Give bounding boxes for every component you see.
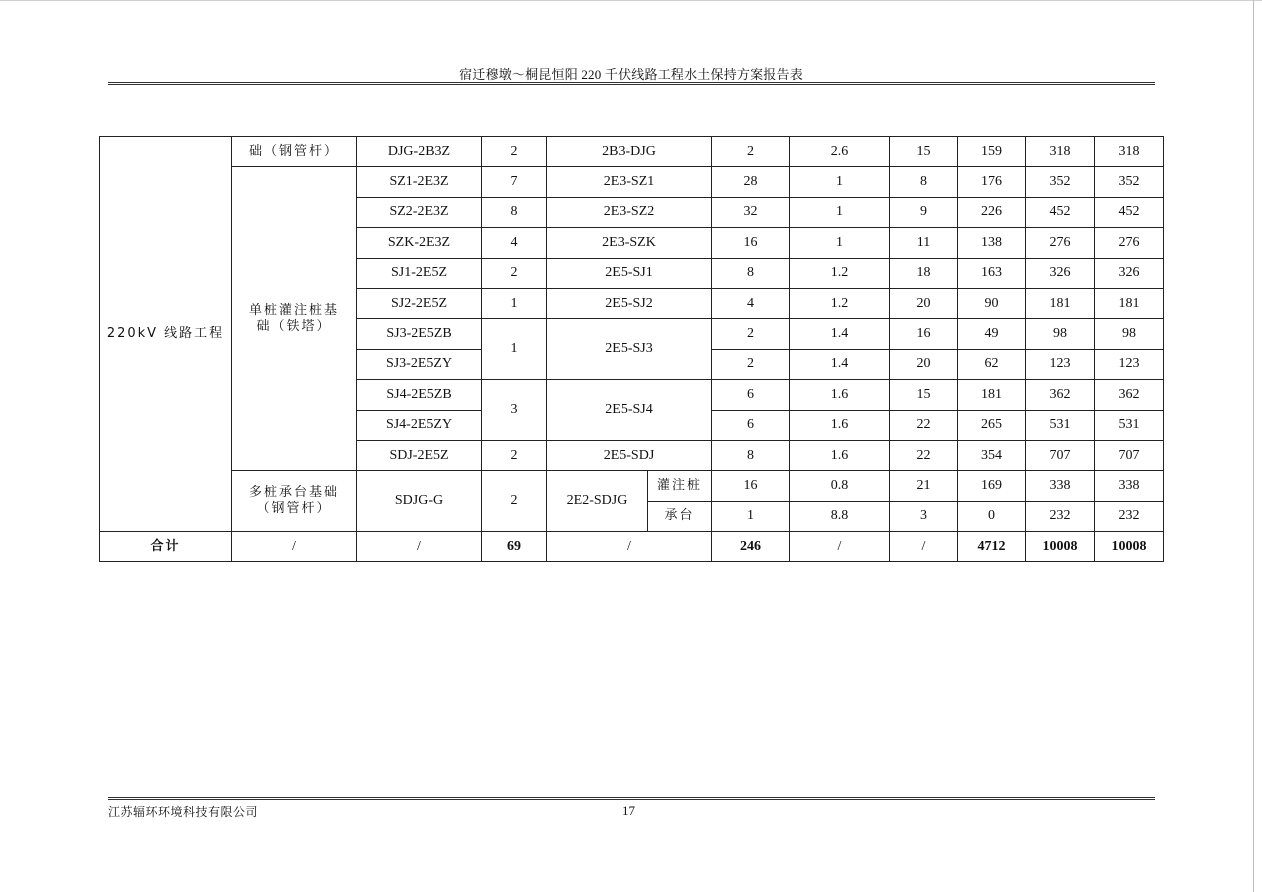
value-cell: 138 xyxy=(958,228,1026,258)
value-cell: 531 xyxy=(1026,410,1095,440)
header-rule xyxy=(108,82,1155,83)
code-cell: SJ1-2E5Z xyxy=(357,258,482,288)
type-cell: 2E5-SJ3 xyxy=(547,319,712,380)
value-cell: 318 xyxy=(1026,137,1095,167)
type-cell: 2E5-SJ2 xyxy=(547,288,712,318)
total-cell: 4712 xyxy=(958,532,1026,562)
table-row xyxy=(100,471,1164,501)
project-cell: 220kV 线路工程 xyxy=(100,137,232,532)
value-cell: 352 xyxy=(1026,167,1095,197)
count-cell: 2 xyxy=(482,440,547,470)
value-cell: 62 xyxy=(958,349,1026,379)
value-cell: 32 xyxy=(712,197,790,227)
table-row xyxy=(100,137,1164,167)
value-cell: 163 xyxy=(958,258,1026,288)
total-cell: / xyxy=(357,532,482,562)
type-cell: 2E5-SDJ xyxy=(547,440,712,470)
group-cell: 单桩灌注桩基础（铁塔） xyxy=(232,167,357,471)
type-cell: 2E5-SJ1 xyxy=(547,258,712,288)
total-cell: 246 xyxy=(712,532,790,562)
value-cell: 338 xyxy=(1095,471,1164,501)
value-cell: 181 xyxy=(1095,288,1164,318)
count-cell: 2 xyxy=(482,471,547,532)
code-cell: SJ2-2E5Z xyxy=(357,288,482,318)
value-cell: 22 xyxy=(890,410,958,440)
sub-label-cell: 承台 xyxy=(648,501,712,531)
value-cell: 232 xyxy=(1095,501,1164,531)
value-cell: 1.6 xyxy=(790,440,890,470)
code-cell: SJ4-2E5ZY xyxy=(357,410,482,440)
value-cell: 16 xyxy=(890,319,958,349)
value-cell: 6 xyxy=(712,410,790,440)
value-cell: 2 xyxy=(712,349,790,379)
total-cell: / xyxy=(790,532,890,562)
value-cell: 0 xyxy=(958,501,1026,531)
code-cell: SJ3-2E5ZB xyxy=(357,319,482,349)
value-cell: 18 xyxy=(890,258,958,288)
value-cell: 1.6 xyxy=(790,410,890,440)
data-table xyxy=(99,136,1164,562)
value-cell: 176 xyxy=(958,167,1026,197)
total-label: 合计 xyxy=(100,532,232,562)
value-cell: 2.6 xyxy=(790,137,890,167)
value-cell: 6 xyxy=(712,380,790,410)
value-cell: 318 xyxy=(1095,137,1164,167)
value-cell: 123 xyxy=(1095,349,1164,379)
value-cell: 2 xyxy=(712,319,790,349)
footer-rule xyxy=(108,799,1155,800)
value-cell: 49 xyxy=(958,319,1026,349)
count-cell: 1 xyxy=(482,288,547,318)
value-cell: 169 xyxy=(958,471,1026,501)
value-cell: 98 xyxy=(1095,319,1164,349)
count-cell: 1 xyxy=(482,319,547,380)
type-cell: 2E3-SZK xyxy=(547,228,712,258)
page-frame-top xyxy=(0,0,1262,1)
code-cell: DJG-2B3Z xyxy=(357,137,482,167)
total-row xyxy=(100,532,1164,562)
value-cell: 226 xyxy=(958,197,1026,227)
value-cell: 98 xyxy=(1026,319,1095,349)
value-cell: 707 xyxy=(1095,440,1164,470)
type-cell: 2E2-SDJG xyxy=(547,471,648,532)
total-cell: 10008 xyxy=(1026,532,1095,562)
value-cell: 1 xyxy=(790,197,890,227)
value-cell: 1 xyxy=(712,501,790,531)
count-cell: 3 xyxy=(482,380,547,441)
value-cell: 1.6 xyxy=(790,380,890,410)
total-cell: / xyxy=(547,532,712,562)
value-cell: 452 xyxy=(1095,197,1164,227)
value-cell: 90 xyxy=(958,288,1026,318)
type-cell: 2B3-DJG xyxy=(547,137,712,167)
value-cell: 276 xyxy=(1026,228,1095,258)
type-cell: 2E5-SJ4 xyxy=(547,380,712,441)
value-cell: 22 xyxy=(890,440,958,470)
value-cell: 15 xyxy=(890,137,958,167)
value-cell: 123 xyxy=(1026,349,1095,379)
value-cell: 28 xyxy=(712,167,790,197)
value-cell: 8 xyxy=(712,258,790,288)
page-header-title: 宿迁穆墩～桐昆恒阳 220 千伏线路工程水土保持方案报告表 xyxy=(459,67,803,82)
value-cell: 15 xyxy=(890,380,958,410)
value-cell: 1.4 xyxy=(790,319,890,349)
value-cell: 0.8 xyxy=(790,471,890,501)
value-cell: 326 xyxy=(1026,258,1095,288)
count-cell: 4 xyxy=(482,228,547,258)
code-cell: SZ2-2E3Z xyxy=(357,197,482,227)
count-cell: 2 xyxy=(482,258,547,288)
count-cell: 2 xyxy=(482,137,547,167)
value-cell: 276 xyxy=(1095,228,1164,258)
value-cell: 20 xyxy=(890,349,958,379)
value-cell: 1 xyxy=(790,228,890,258)
value-cell: 352 xyxy=(1095,167,1164,197)
value-cell: 531 xyxy=(1095,410,1164,440)
value-cell: 265 xyxy=(958,410,1026,440)
footer-company: 江苏辐环环境科技有限公司 xyxy=(108,805,259,819)
group-cell: 多桩承台基础（钢管杆） xyxy=(232,471,357,532)
value-cell: 181 xyxy=(958,380,1026,410)
footer-rule xyxy=(108,797,1155,798)
total-cell: / xyxy=(232,532,357,562)
value-cell: 1 xyxy=(790,167,890,197)
value-cell: 16 xyxy=(712,228,790,258)
total-cell: 10008 xyxy=(1095,532,1164,562)
count-cell: 7 xyxy=(482,167,547,197)
value-cell: 159 xyxy=(958,137,1026,167)
value-cell: 362 xyxy=(1095,380,1164,410)
code-cell: SZK-2E3Z xyxy=(357,228,482,258)
code-cell: SDJG-G xyxy=(357,471,482,532)
value-cell: 4 xyxy=(712,288,790,318)
value-cell: 3 xyxy=(890,501,958,531)
value-cell: 354 xyxy=(958,440,1026,470)
value-cell: 181 xyxy=(1026,288,1095,318)
value-cell: 8 xyxy=(712,440,790,470)
group-cell: 础（钢管杆） xyxy=(232,137,357,167)
value-cell: 452 xyxy=(1026,197,1095,227)
value-cell: 8.8 xyxy=(790,501,890,531)
page-frame-right xyxy=(1253,0,1254,892)
value-cell: 11 xyxy=(890,228,958,258)
total-cell: / xyxy=(890,532,958,562)
code-cell: SDJ-2E5Z xyxy=(357,440,482,470)
code-cell: SZ1-2E3Z xyxy=(357,167,482,197)
value-cell: 16 xyxy=(712,471,790,501)
code-cell: SJ3-2E5ZY xyxy=(357,349,482,379)
value-cell: 338 xyxy=(1026,471,1095,501)
code-cell: SJ4-2E5ZB xyxy=(357,380,482,410)
value-cell: 707 xyxy=(1026,440,1095,470)
header-rule xyxy=(108,84,1155,85)
value-cell: 20 xyxy=(890,288,958,318)
value-cell: 8 xyxy=(890,167,958,197)
value-cell: 1.2 xyxy=(790,258,890,288)
value-cell: 2 xyxy=(712,137,790,167)
total-cell: 69 xyxy=(482,532,547,562)
value-cell: 1.4 xyxy=(790,349,890,379)
value-cell: 9 xyxy=(890,197,958,227)
value-cell: 232 xyxy=(1026,501,1095,531)
table-row xyxy=(100,167,1164,197)
sub-label-cell: 灌注桩 xyxy=(648,471,712,501)
type-cell: 2E3-SZ2 xyxy=(547,197,712,227)
type-cell: 2E3-SZ1 xyxy=(547,167,712,197)
value-cell: 21 xyxy=(890,471,958,501)
value-cell: 326 xyxy=(1095,258,1164,288)
count-cell: 8 xyxy=(482,197,547,227)
value-cell: 1.2 xyxy=(790,288,890,318)
page-number: 17 xyxy=(622,803,635,818)
value-cell: 362 xyxy=(1026,380,1095,410)
